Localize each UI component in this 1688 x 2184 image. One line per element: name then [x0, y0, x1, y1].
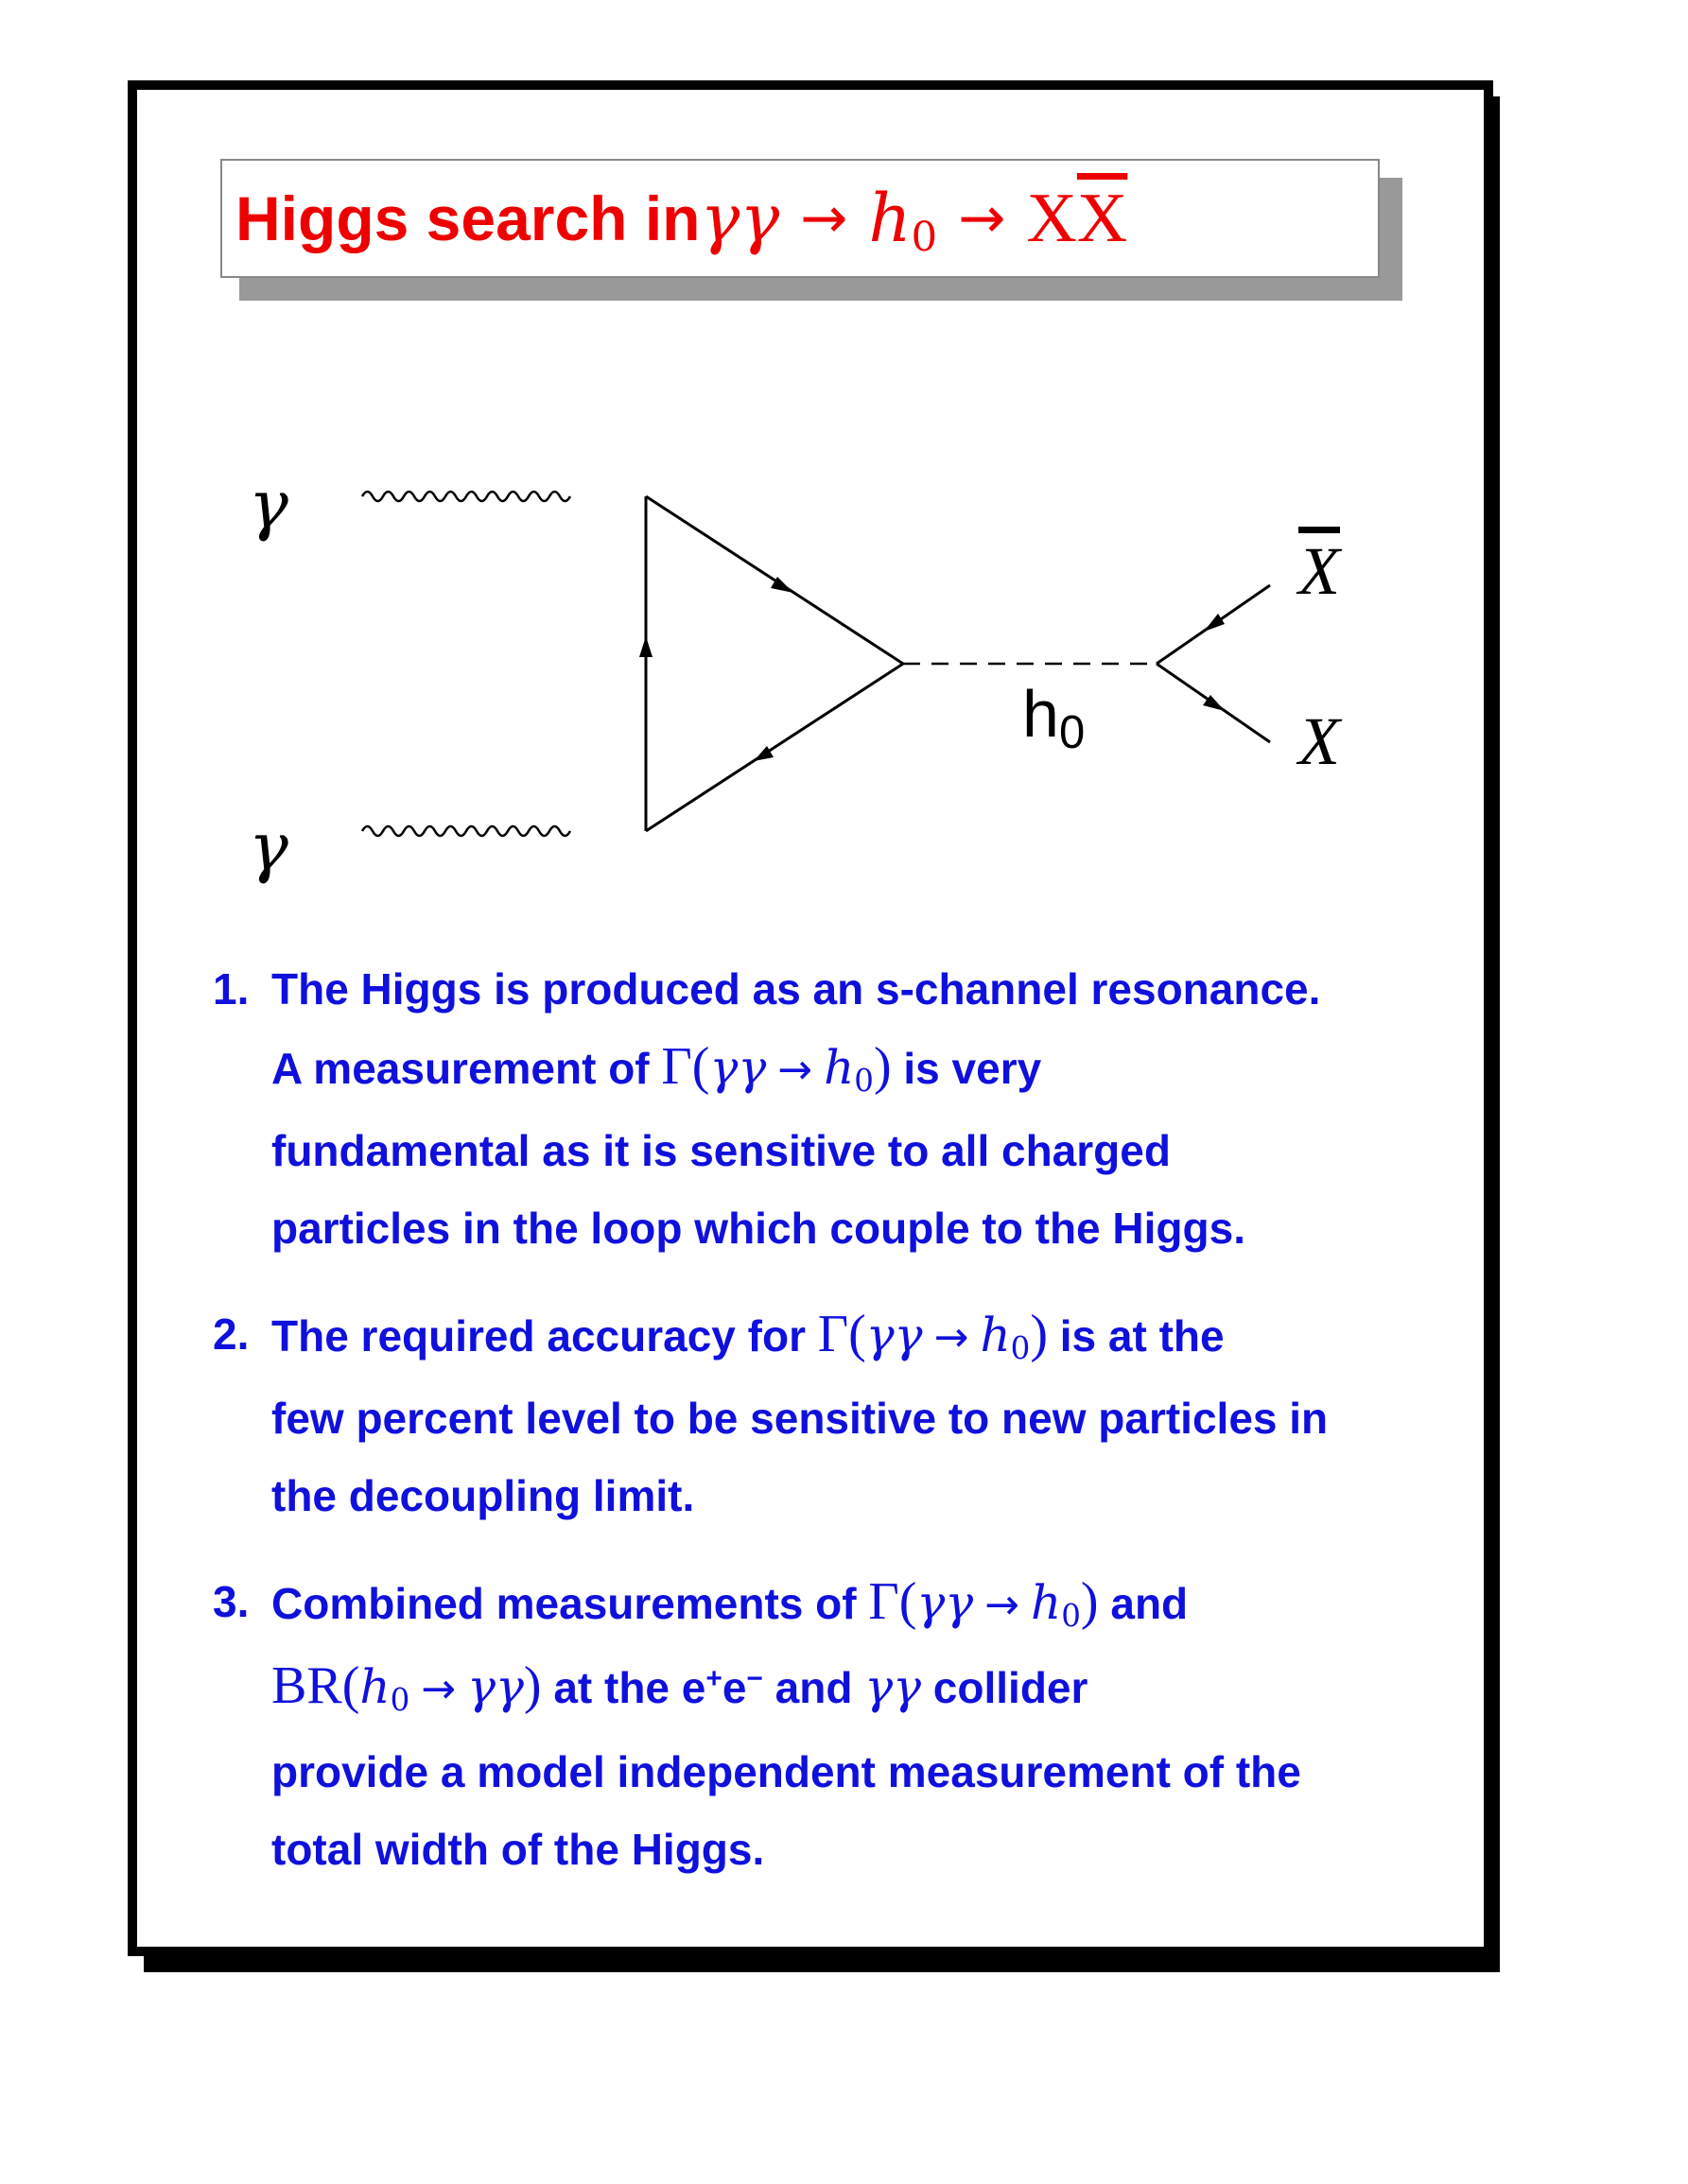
photon-line-bottom — [362, 826, 570, 836]
photon-line-top — [362, 492, 570, 501]
loop-lower-line — [646, 664, 903, 831]
item-number: 1. — [213, 964, 250, 1014]
list-item: 3. Combined measurements of Γ(γγ → h0) and BR(h0 → γγ) at the e+e− and γγ collider provide a model independent measurement of the total width of the Higgs. — [213, 1563, 1461, 1888]
gamma-label-bottom: γ — [249, 808, 288, 886]
arrow-down-left-icon — [754, 746, 774, 761]
arrow-up-icon — [639, 636, 653, 657]
title-arrow-1: → — [800, 185, 848, 251]
xbar-label: $\overline{X}$ — [1298, 533, 1340, 609]
title-x: X — [1026, 179, 1077, 257]
title-text: Higgs search in — [235, 183, 701, 253]
h0-label: h0 — [1022, 677, 1086, 759]
arrow-xbar-icon — [1204, 614, 1225, 632]
title-h0: h0 — [868, 180, 938, 261]
gamma-label-top: γ — [249, 466, 288, 544]
findings-list — [213, 950, 1461, 1916]
item-number: 3. — [213, 1577, 250, 1626]
list-item: 2. The required accuracy for Γ(γγ → h0) is at the few percent level to be sensitive to new particles in the decoupling limit. — [213, 1295, 1461, 1534]
list-item: 1. The Higgs is produced as an s-channel resonance. A measurement of Γ(γγ → h0) is very fundamental as it is sensitive to all charged particles in the loop which couple to the Higgs. — [213, 950, 1461, 1267]
title-xbar: $\overline{X}$ — [1076, 179, 1128, 257]
item-number: 2. — [213, 1309, 250, 1359]
title-gammas: γγ — [700, 180, 780, 257]
title-arrow-2: → — [958, 185, 1006, 251]
slide — [128, 80, 1493, 1956]
x-label: X — [1298, 703, 1340, 779]
loop-upper-line — [646, 496, 903, 664]
